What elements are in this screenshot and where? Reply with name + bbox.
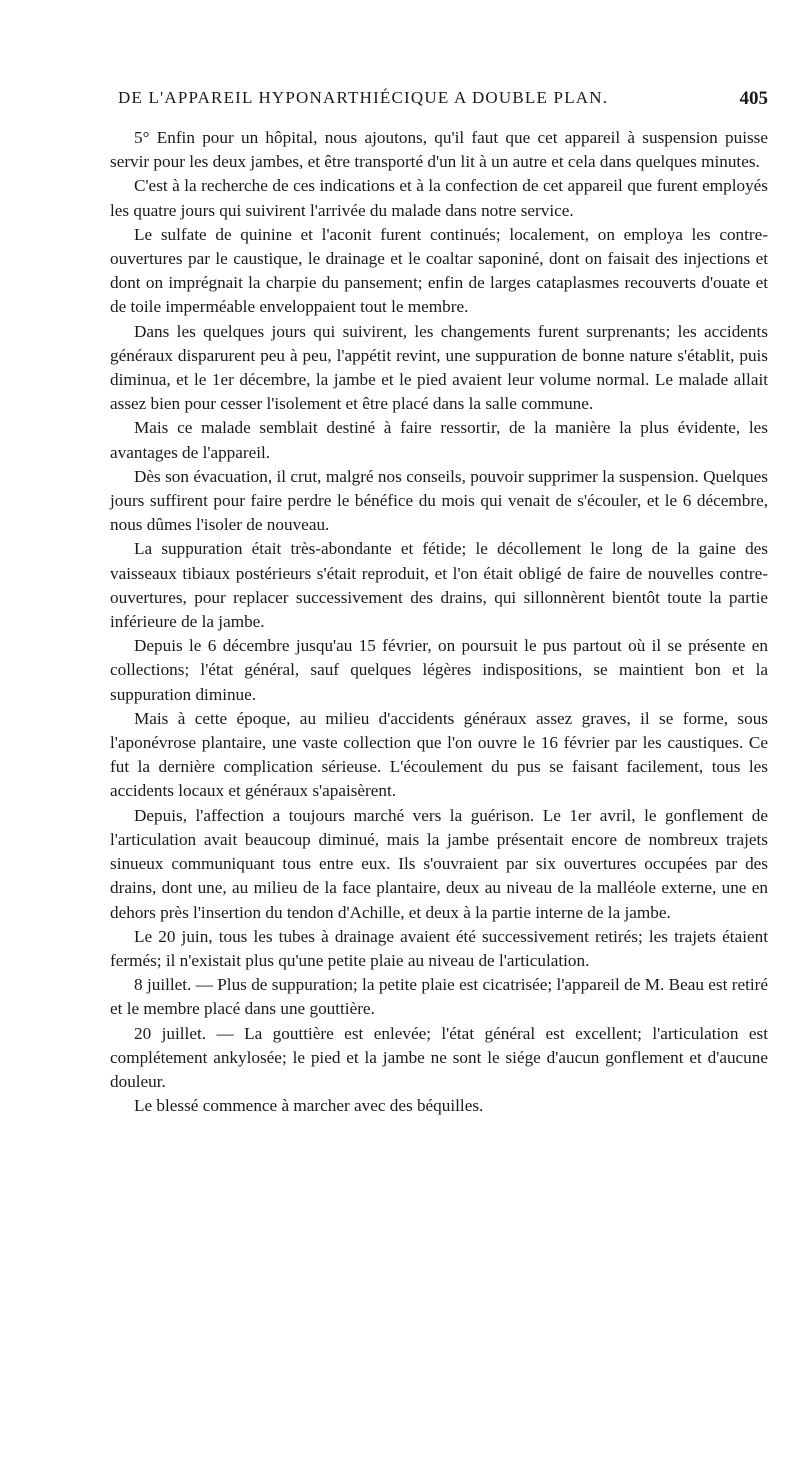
paragraph: Le blessé commence à marcher avec des béquilles.	[134, 1096, 484, 1116]
paragraph: 5° Enfin pour un hôpital, nous ajoutons, qu'il faut que cet appareil à suspension puisse servir pour les deux jambes, et être transporté d'un lit à un autre et cela dans quelques minutes.	[110, 128, 768, 172]
paragraph: Mais à cette époque, au milieu d'accidents généraux assez graves, il se forme, sous l'aponévrose plantaire, une vaste collection que l'on ouvre le 16 février par les caustiques. Ce fut la dernière complication sérieuse. L'écoulement du pus se faisant facilement, tous les accidents locaux et généraux s'apaisèrent.	[110, 708, 768, 801]
body-text	[110, 126, 768, 1118]
paragraph: 8 juillet. — Plus de suppuration; la petite plaie est cicatrisée; l'appareil de M. Beau est retiré et le membre placé dans une gouttière.	[110, 975, 768, 1019]
paragraph: Depuis le 6 décembre jusqu'au 15 février, on poursuit le pus partout où il se présente en collections; l'état général, sauf quelques légères indispositions, se maintient bon et la suppuration diminue.	[110, 636, 768, 704]
page-number: 405	[739, 88, 768, 109]
paragraph: C'est à la recherche de ces indications et à la confection de cet appareil que furent employés les quatre jours qui suivirent l'arrivée du malade dans notre service.	[110, 176, 768, 220]
paragraph: Dès son évacuation, il crut, malgré nos conseils, pouvoir supprimer la suspension. Quelques jours suffirent pour faire perdre le bénéfice du mois qui venait de s'écouler, et le 6 décembre, nous dûmes l'isoler de nouveau.	[110, 466, 768, 535]
running-head	[118, 88, 768, 120]
paragraph: Dans les quelques jours qui suivirent, les changements furent surprenants; les accidents généraux disparurent peu à peu, l'appétit revint, une suppuration de bonne nature s'établit, puis diminua, et le 1er décembre, la jambe et le pied avaient leur volume normal. Le malade allait assez bien pour cesser l'isolement et être placé dans la salle commune.	[110, 321, 768, 414]
paragraph: La suppuration était très-abondante et fétide; le décollement le long de la gaine des vaisseaux tibiaux postérieurs s'était reproduit, et l'on était obligé de faire de nouvelles contre-ouvertures, pour replacer successivement des drains, qui sillonnèrent bientôt toute la partie inférieure de la jambe.	[110, 539, 768, 632]
paragraph: Depuis, l'affection a toujours marché vers la guérison. Le 1er avril, le gonflement de l'articulation avait beaucoup diminué, mais la jambe présentait encore de nombreux trajets sinueux communiquant tous entre eux. Ils s'ouvraient par six ouvertures occupées par des drains, dont une, au milieu de la face plantaire, deux au niveau de la malléole externe, une en dehors près l'insertion du tendon d'Achille, et deux à la partie interne de la jambe.	[110, 805, 768, 922]
running-title: DE L'APPAREIL HYPONARTHIÉCIQUE A DOUBLE PLAN.	[118, 88, 609, 107]
paragraph: Mais ce malade semblait destiné à faire ressortir, de la manière la plus évidente, les avantages de l'appareil.	[110, 418, 768, 462]
paragraph: Le sulfate de quinine et l'aconit furent continués; localement, on employa les contre-ouvertures par le caustique, le drainage et le coaltar saponiné, dont on faisait des injections et dont on imprégnait la charpie du pansement; enfin de larges cataplasmes recouverts d'ouate et de toile imperméable enveloppaient tout le membre.	[110, 224, 768, 317]
paragraph: Le 20 juin, tous les tubes à drainage avaient été successivement retirés; les trajets étaient fermés; il n'existait plus qu'une petite plaie au niveau de l'articulation.	[110, 926, 768, 970]
paragraph: 20 juillet. — La gouttière est enlevée; l'état général est excellent; l'articulation est complétement ankylosée; le pied et la jambe ne sont le siége d'aucun gonflement et d'aucune douleur.	[110, 1023, 768, 1091]
